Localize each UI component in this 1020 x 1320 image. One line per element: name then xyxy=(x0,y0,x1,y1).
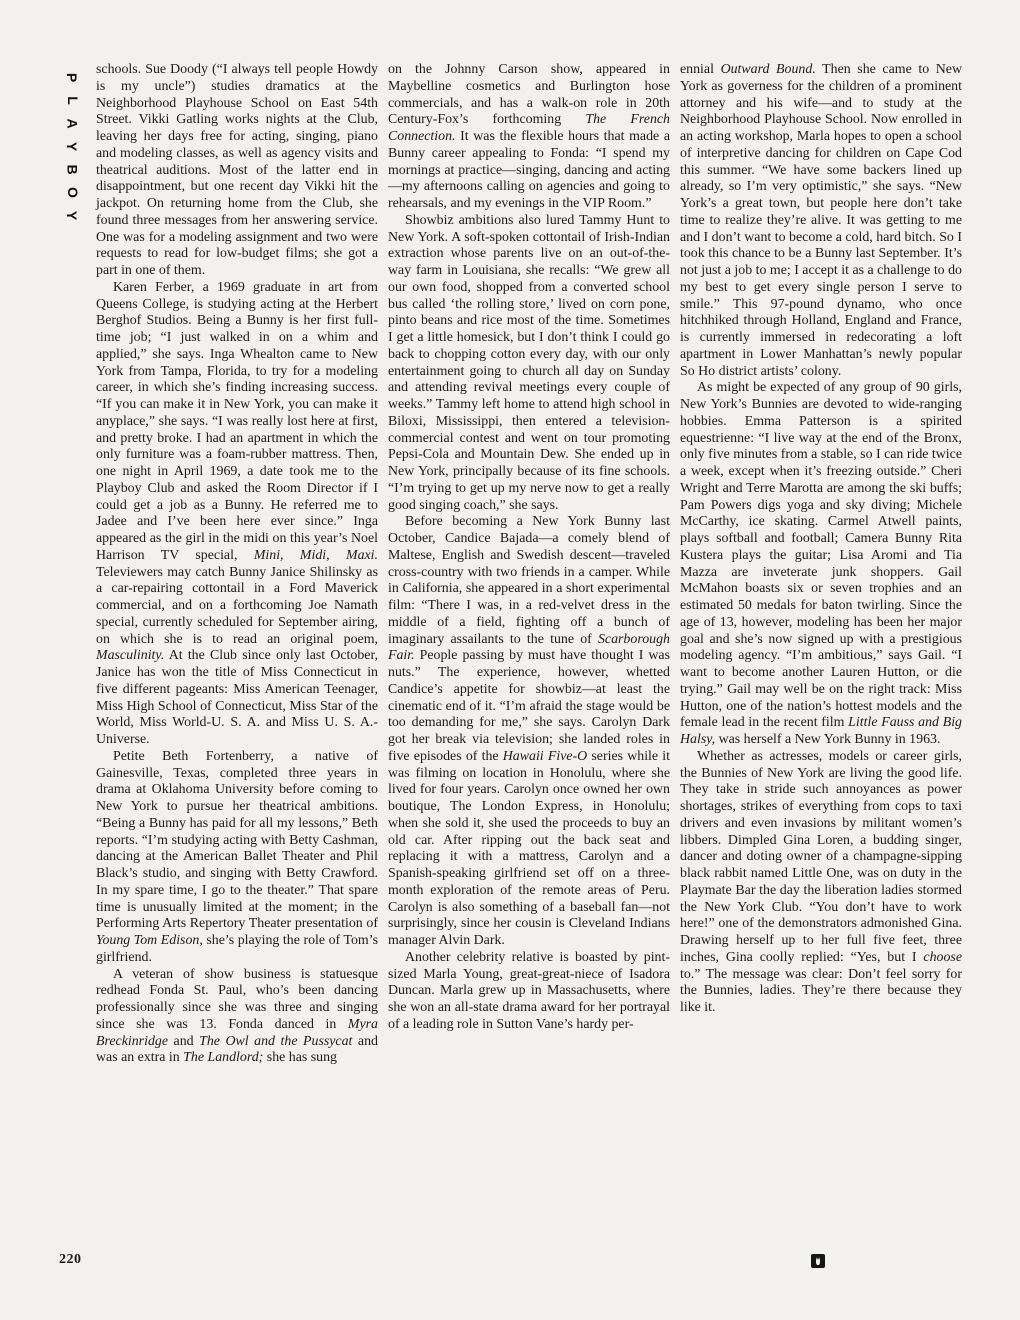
text-column-2 xyxy=(388,62,670,1034)
italic-title: Myra Breckinridge xyxy=(96,1016,378,1049)
paragraph xyxy=(96,62,378,280)
text-run: and was an extra in xyxy=(96,1033,378,1066)
text-run: At the Club since only last October, Janice has won the title of Miss Connecticut in five different pageants: Miss American Teenager, Miss High School of Connecticut, Miss Star of the World, Miss World-U. S. A. and Miss U. S. A.-Universe. xyxy=(96,648,378,747)
text-run: to.” The message was clear: Don’t feel sorry for the Bunnies, ladies. They’re there because they like it. xyxy=(680,966,962,1015)
italic-title: Little Fauss and Big Halsy, xyxy=(680,715,963,747)
text-run: she has sung xyxy=(263,1050,338,1066)
text-run: Showbiz ambitions also lured Tammy Hunt to New York. A soft-spoken cottontail of Irish-Indian extraction whose parents live on an out-of-the-way farm in Louisiana, she recalls: “We grew all our own food, shopped from a converted school bus called ‘the rolling store,’ lived on corn pone, pinto beans and rice most of the time. Sometimes I get a little homesick, but I don’t think I could go back to chopping cotton every day, with our only entertainment going to church all day on Sunday and attending revival meetings every couple of weeks.” Tammy left home to attend high school in Biloxi, Mississippi, then entered a television-commercial contest and went on tour promoting Pepsi-Cola and Mountain Dew. She ended up in New York, principally because of its fine schools. “I’m trying to get up my nerve now to get a really good singing coach,” she says. xyxy=(388,212,670,513)
playboy-masthead xyxy=(60,66,84,227)
masthead-letter: B xyxy=(64,164,81,175)
text-column-1 xyxy=(96,62,378,1067)
masthead-letter: O xyxy=(64,187,81,198)
page-number: 220 xyxy=(59,1252,82,1267)
paragraph xyxy=(388,514,670,950)
masthead-letter: P xyxy=(64,72,81,83)
italic-title: choose xyxy=(923,949,962,965)
italic-title: Young Tom Edison, xyxy=(96,933,203,948)
text-column-3 xyxy=(680,62,962,1017)
text-run: schools. Sue Doody (“I always tell people Howdy is my uncle”) studies dramatics at the Neighborhood Playhouse School on East 54th Street. Vikki Gatling works nights at the Club, leaving her days free for acting, singing, piano and modeling classes, as well as agency visits and theatrical auditions. Most of the latter end in disappointment, but one recent day Vikki hit the jackpot. On returning home from the Club, she found three messages from her answering service. One was for a modeling assignment and two were requests to read for low-budget films; she got a part in one of them. xyxy=(96,62,378,278)
masthead-letter: Y xyxy=(64,210,81,221)
text-run: was herself a New York Bunny in 1963. xyxy=(715,732,941,747)
paragraph xyxy=(96,967,378,1068)
text-run: and xyxy=(168,1033,200,1049)
paragraph xyxy=(388,213,670,515)
paragraph xyxy=(388,950,670,1034)
text-run: on the Johnny Carson show, appeared in Maybelline cosmetics and Burlington hose commercials, and has a walk-on role in 20th Century-Fox’s forthcoming xyxy=(388,62,670,128)
text-run: Whether as actresses, models or career girls, the Bunnies of New York are living the good life. They take in stride such annoyances as power shortages, strikes of everything from cops to taxi drivers and even invasions by militant women’s libbers. Dimpled Gina Loren, a budding singer, dancer and doting owner of a champagne-sipping black rabbit named Little One, was on duty in the Playmate Bar the day the liberation ladies stormed the New York Club. “You don’t have to work here!” one of the demonstrators admonished Gina. Drawing herself up to her full five feet, three inches, Gina coolly replied: “Yes, but I xyxy=(680,748,962,965)
italic-title: The Owl and the Pussycat xyxy=(199,1033,353,1049)
paragraph xyxy=(680,380,962,749)
paragraph xyxy=(388,62,670,213)
text-run: Televiewers may catch Bunny Janice Shilinsky as a car-repairing cottontail in a Ford Maverick commercial, and on a forthcoming Joe Namath special, currently scheduled for September airing, on which she is to read an original poem, xyxy=(96,564,378,647)
text-run: Before becoming a New York Bunny last October, Candice Bajada—a comely blend of Maltese, English and Swedish descent—traveled cross-country with two friends in a camper. While in California, she appeared in a short experimental film: “There I was, in a red-velvet dress in the middle of a field, fighting off a bunch of imaginary assailants to the tune of xyxy=(388,514,670,647)
text-run: Another celebrity relative is boasted by pint-sized Marla Young, great-great-niece of Isadora Duncan. Marla grew up in Massachusetts, where she won an all-state drama award for her portrayal of a leading role in Sutton Vane’s hardy per- xyxy=(388,949,670,1032)
italic-title: The Landlord; xyxy=(183,1050,264,1066)
text-run: series while it was filming on location in Honolulu, where she lived for four years. Carolyn once owned her own boutique, The London Express, in Honolulu; when she sold it, she used the proceeds to buy an old car. After ripping out the back seat and replacing it with a mattress, Carolyn and a Spanish-speaking girlfriend set off on a three-month exploration of the remote areas of Peru. Carolyn is also something of a baseball fan—not surprisingly, since her cousin is Cleveland Indians manager Alvin Dark. xyxy=(388,748,670,948)
italic-title: Masculinity. xyxy=(96,648,165,664)
text-run: ennial xyxy=(680,62,721,77)
rabbit-head-icon xyxy=(811,1254,825,1268)
text-run: she’s playing the role of Tom’s girlfriend. xyxy=(96,933,378,965)
masthead-letter: A xyxy=(64,118,81,129)
text-run: Karen Ferber, a 1969 graduate in art from Queens College, is studying acting at the Herbert Berghof Studios. Being a Bunny is her first full-time job; “I just walked in on a whim and applied,” she says. Inga Whealton came to New York from Tampa, Florida, to try for a modeling career, in which she’s finding increasing success. “If you can make it in New York, you can make it anyplace,” she says. “I was really lost here at first, and pretty broke. I had an apartment in which the only furniture was a foam-rubber mattress. Then, one night in April 1969, a date took me to the Playboy Club and asked the Room Director if I could get a job as a Bunny. He referred me to Jadee and I’ve been here ever since.” Inga appeared as the girl in the midi on this year’s Noel Harrison TV special, xyxy=(96,279,378,563)
paragraph xyxy=(96,280,378,749)
text-run: As might be expected of any group of 90 girls, New York’s Bunnies are devoted to wide-ranging hobbies. Emma Patterson is a spirited equestrienne: “I live way at the end of the Bronx, only five minutes from a stable, so I can ride twice a week, except when it’s freezing outside.” Cheri Wright and Terre Marotta are among the ski buffs; Pam Powers digs yoga and sky diving; Michele McCarthy, ice skating. Carmel Atwell paints, plays softball and football; Camera Bunny Rita Kustera plays the guitar; Lisa Aromi and Tia Mazza are inveterate junk shoppers. Gail McMahon boasts six or seven trophies and an estimated 50 medals for baton twirling. Since the age of 13, however, modeling has been her major goal and she’s now signed up with a prestigious modeling agency. “I’m ambitious,” says Gail. “I want to become another Lauren Hutton, or die trying.” Gail may well be on the right track: Miss Hutton, one of the nation’s hottest models and the female lead in the recent film xyxy=(680,380,962,731)
masthead-letter: L xyxy=(64,96,81,105)
italic-title: Hawaii Five-O xyxy=(502,748,588,764)
italic-title: Mini, Midi, Maxi. xyxy=(253,547,379,563)
text-run: A veteran of show business is statuesque redhead Fonda St. Paul, who’s been dancing professionally since she was three and singing since she was 13. Fonda danced in xyxy=(96,966,378,1032)
italic-title: The French Connection. xyxy=(388,112,671,144)
text-run: Petite Beth Fortenberry, a native of Gainesville, Texas, completed three years in drama at Oklahoma University before coming to New York to pursue her theatrical ambitions. “Being a Bunny has paid for all my lessons,” Beth reports. “I’m studying acting with Betty Cashman, dancing at the American Ballet Theater and Phil Black’s studio, and singing with Betty Crawford. In my spare time, I go to the theater.” That spare time is unusually limited at the moment; in the Performing Arts Repertory Theater presentation of xyxy=(96,748,378,932)
italic-title: Scarborough Fair. xyxy=(388,631,670,664)
paragraph xyxy=(96,749,378,967)
italic-title: Outward Bound. xyxy=(720,62,816,77)
text-run: Then she came to New York as governess for the children of a prominent attorney and his wife—and to study at the Neighborhood Playhouse School. Now enrolled in an acting workshop, Marla hopes to open a school of interpretive dancing for children on Cape Cod this summer. “We have some backers lined up already, so I’m very optimistic,” she says. “New York’s a great town, but people here don’t take time to realize they’re alive. It was getting to me and I don’t want to become a cold, hard bitch. So I took this chance to be a Bunny last September. It’s not just a job to me; I accept it as a challenge to do my best to get every single person I serve to smile.” This 97-pound dynamo, who once hitchhiked through Holland, England and France, is currently immersed in redecorating a loft apartment in Lower Manhattan’s newly popular So Ho district artists’ colony. xyxy=(680,62,962,379)
paragraph xyxy=(680,62,962,380)
text-run: It was the flexible hours that made a Bunny career appealing to Fonda: “I spend my mornings at practice—singing, dancing and acting—my afternoons calling on agencies and going to rehearsals, and my evenings in the VIP Room.” xyxy=(388,129,670,211)
masthead-letter: Y xyxy=(64,141,81,152)
paragraph xyxy=(680,749,962,1017)
text-run: People passing by must have thought I was nuts.” The experience, however, whetted Candice’s appetite for showbiz—at least the cinematic end of it. “I’m afraid the stage would be too demanding for me,” she says. Carolyn Dark got her break via television; she landed roles in five episodes of the xyxy=(388,648,670,764)
